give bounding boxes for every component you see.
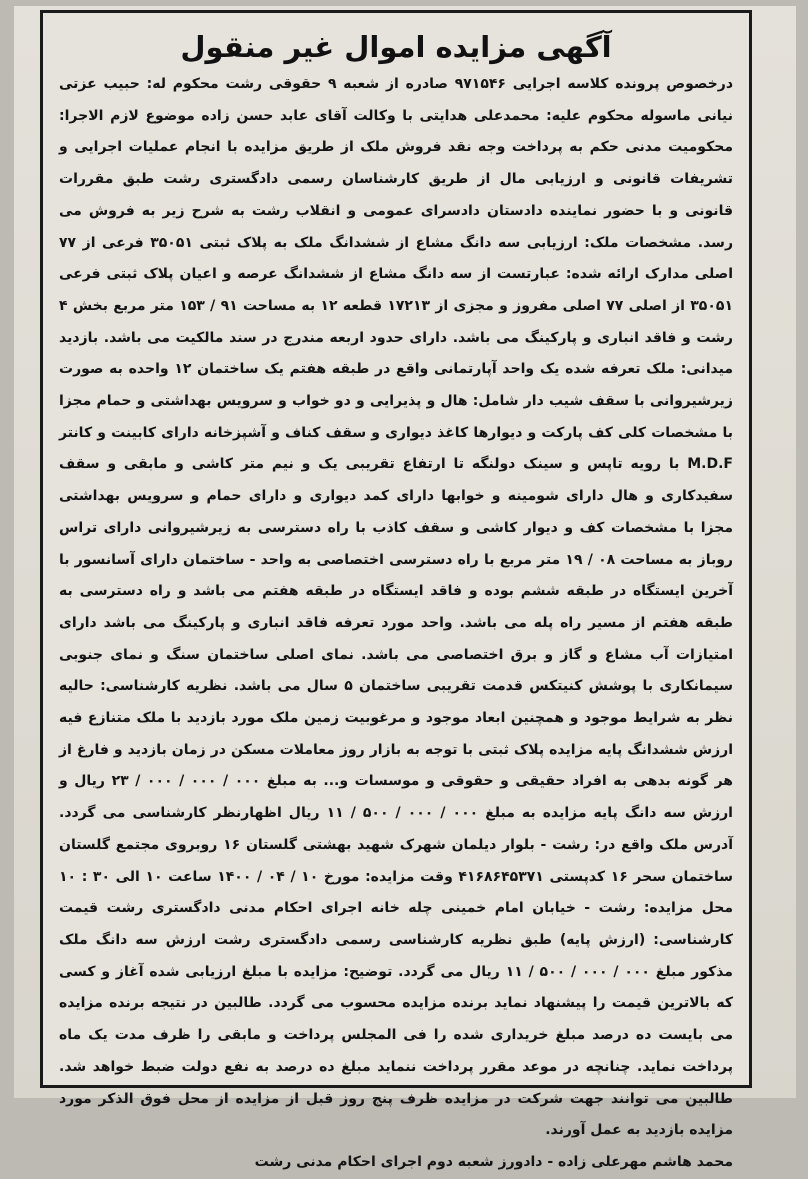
notice-body: درخصوص پرونده کلاسه اجرایی ۹۷۱۵۴۶ صادره از شعبه ۹ حقوقی رشت محکوم له: حبیب عزتی نیانی ماسوله محکوم علیه: محمدعلی هدایتی با وکالت آقای عابد حسن زاده موضوع لازم الاجرا: محکومیت مدنی حکم به پرداخت وجه نقد فروش ملک از طریق مزایده با انجام عملیات اجرایی و تشریفات قانونی و ارزیابی مال از طریق کارشناسان رسمی دادگستری رشت طبق مقررات قانونی و با حضور نماینده دادستان دادسرای عمومی و انقلاب رشت به شرح زیر به فروش می رسد. مشخصات ملک: ارزیابی سه دانگ مشاع از ششدانگ ملک به پلاک ثبتی ۳۵۰۵۱ فرعی از ۷۷ اصلی مدارک ارائه شده: عبارتست از سه دانگ مشاع از ششدانگ عرصه و اعیان پلاک ثبتی فرعی ۳۵۰۵۱ از اصلی ۷۷ اصلی مفروز و مجزی از ۱۷۲۱۳ قطعه ۱۲ به مساحت ۹۱ / ۱۵۳ متر مربع بخش ۴ رشت و فاقد انباری و پارکینگ می باشد. دارای حدود اربعه مندرج در سند مالکیت می باشد. بازدید میدانی: ملک تعرفه شده یک واحد آپارتمانی واقع در طبقه هفتم یک ساختمان ۱۲ واحده به صورت زیرشیروانی با سقف شیب دار شامل: هال و پذیرایی و دو خواب و سرویس بهداشتی و حمام مجزا با مشخصات کلی کف پارکت و دیوارها کاغذ دیواری و سقف کناف و آشپزخانه دارای کابینت و کانتر M.D.F با رویه تاپس و سینک دولنگه تا ارتفاع تقریبی یک و نیم متر کاشی و مابقی و سقف سفیدکاری و هال دارای شومینه و خوابها دارای کمد دیواری و دارای حمام و سرویس بهداشتی مجزا با مشخصات کف و دیوار کاشی و سقف کاذب با راه دسترسی به زیرشیروانی دارای تراس روباز به مساحت ۰۸ / ۱۹ متر مربع با راه دسترسی اختصاصی به واحد - ساختمان دارای آسانسور با آخرین ایستگاه در طبقه ششم بوده و فاقد ایستگاه در طبقه هفتم می باشد و راه دسترسی به طبقه هفتم از مسیر راه پله می باشد. واحد مورد تعرفه فاقد انباری و پارکینگ می باشد دارای امتیازات آب مشاع و گاز و برق اختصاصی می باشد. نمای اصلی ساختمان سنگ و نمای جنوبی سیمانکاری با پوشش کنیتکس قدمت تقریبی ساختمان ۵ سال می باشد. نظریه کارشناسی: حالیه نظر به شرایط موجود و همچنین ابعاد موجود و مرغوبیت زمین ملک مورد بازدید با ملک متنازع فیه ارزش ششدانگ پایه مزایده پلاک ثبتی با توجه به بازار روز معاملات مسکن در زمان بازدید و فارغ از هر گونه بدهی به افراد حقیقی و حقوقی و موسسات و... به مبلغ ۰۰۰ / ۰۰۰ / ۰۰۰ / ۲۳ ریال و ارزش سه دانگ پایه مزایده به مبلغ ۰۰۰ / ۰۰۰ / ۵۰۰ / ۱۱ ریال اظهارنظر کارشناسی می گردد. آدرس ملک واقع در: رشت - بلوار دیلمان شهرک شهید بهشتی گلستان ۱۶ روبروی مجتمع گلستان ساختمان سحر ۱۶ کدپستی ۴۱۶۸۶۴۵۳۷۱ وقت مزایده: مورخ ۱۰ / ۰۴ / ۱۴۰۰ ساعت ۱۰ الی ۳۰ : ۱۰ محل مزایده: رشت - خیابان امام خمینی چله خانه اجرای احکام مدنی دادگستری رشت قیمت کارشناسی: (ارزش پایه) طبق نظریه کارشناسی رسمی دادگستری رشت ارزش سه دانگ ملک مذکور مبلغ ۰۰۰ / ۰۰۰ / ۵۰۰ / ۱۱ ریال می گردد. توضیح: مزایده با مبلغ ارزیابی شده آغاز و کسی که بالاترین قیمت را پیشنهاد نماید برنده مزایده محسوب می گردد. طالبین در نتیجه برنده مزایده می بایست ده درصد مبلغ خریداری شده را فی المجلس پرداخت و مابقی را ظرف مدت یک ماه پرداخت نماید. چنانچه در موعد مقرر پرداخت ننماید مبلغ ده درصد به نفع دولت ضبط خواهد شد. طالبین می توانند جهت شرکت در مزایده ظرف پنج روز قبل از مزایده از محل فوق الذکر مورد مزایده بازدید به عمل آورند. (59, 76, 734, 1139)
notice-signature: محمد هاشم مهرعلی زاده - دادورز شعبه دوم اجرای احکام مدنی رشت (254, 1153, 733, 1170)
newspaper-page (14, 6, 796, 1170)
notice-title: آگهی مزایده اموال غیر منقول (180, 30, 612, 64)
adjacent-column-bleed (756, 26, 796, 1086)
notice-box (40, 10, 752, 1170)
notice-body-container (59, 69, 734, 1170)
